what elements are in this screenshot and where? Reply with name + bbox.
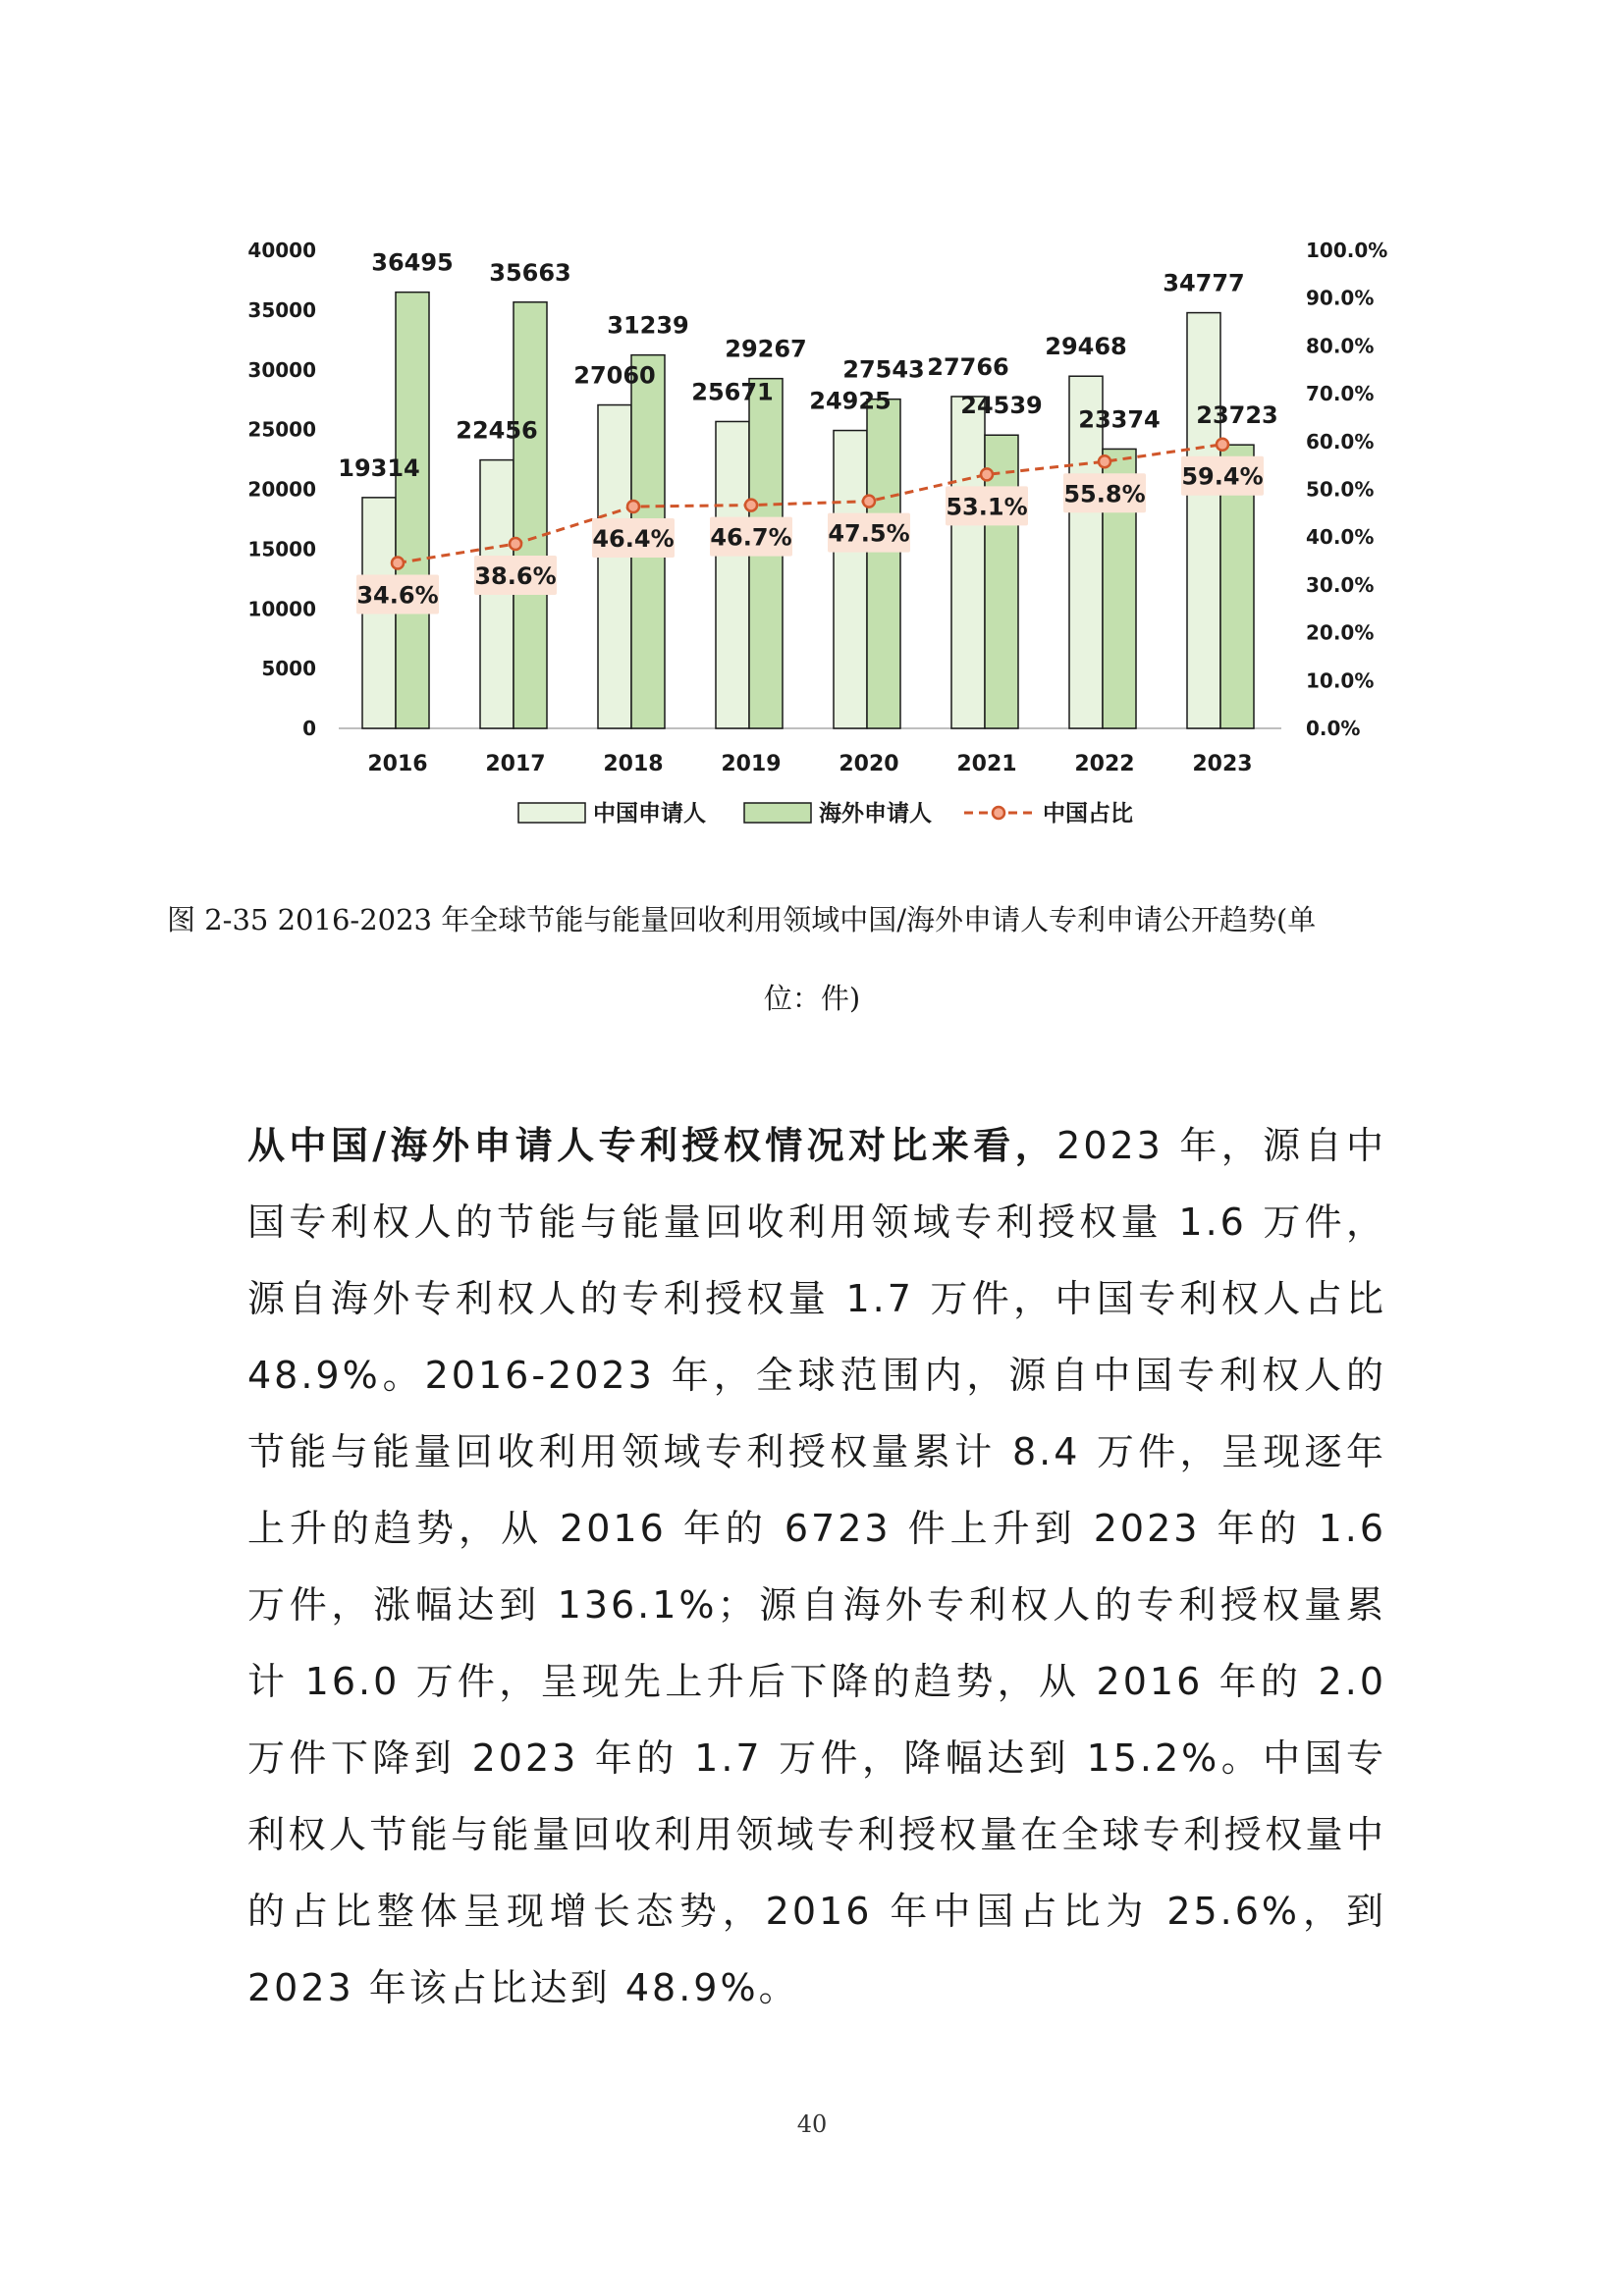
page-number: 40 <box>796 2110 828 2138</box>
legend-swatch-china <box>518 803 585 823</box>
bar-label-overseas-2016: 36495 <box>371 248 454 277</box>
ratio-point-2020 <box>863 496 875 507</box>
bar-label-overseas-2023: 23723 <box>1196 401 1278 430</box>
left-tick-label: 5000 <box>261 657 316 681</box>
right-tick-label: 60.0% <box>1306 429 1375 454</box>
bar-china-2018 <box>598 405 631 728</box>
chart-legend <box>518 800 1133 827</box>
paragraph-lead: 从中国/海外申请人专利授权情况对比来看， <box>247 1124 1057 1167</box>
bar-china-2020 <box>834 431 867 728</box>
bar-label-overseas-2019: 29267 <box>725 335 807 363</box>
bar-data-labels <box>338 249 1278 482</box>
right-tick-label: 100.0% <box>1306 239 1388 262</box>
patent-trend-chart <box>0 0 1624 864</box>
right-tick-label: 20.0% <box>1306 620 1375 645</box>
ratio-point-2018 <box>627 501 639 512</box>
paragraph-text: 2023 年，源自中国专利权人的节能与能量回收利用领域专利授权量 1.6 万件，源自海外专利权人的专利授权量 1.7 万件，中国专利权人占比 48.9%。2016-2023 年，全球范围内，源自中国专利权人的节能与能量回收利用领域专利授权量累计 8.4 万件，呈现逐年上升的趋势，从 2016 年的 6723 件上升到 2023 年的 1.6 万件，涨幅达到 136.1%；源自海外专利权人的专利授权量累计 16.0 万件，呈现先上升后下降的趋势，从 2016 年的 2.0 万件下降到 2023 年的 1.7 万件，降幅达到 15.2%。中国专利权人节能与能量回收利用领域专利授权量在全球专利授权量中的占比整体呈现增长态势，2016 年中国占比为 25.6%，到 2023 年该占比达到 48.9%。 <box>247 1124 1386 2009</box>
right-axis-ticks <box>1306 239 1387 740</box>
bar-label-overseas-2017: 35663 <box>489 258 571 287</box>
left-tick-label: 15000 <box>247 537 316 561</box>
ratio-point-2022 <box>1099 455 1110 467</box>
right-tick-label: 50.0% <box>1306 477 1375 502</box>
ratio-label-2020: 47.5% <box>828 519 910 548</box>
ratio-point-2016 <box>392 557 404 568</box>
bar-label-overseas-2021: 24539 <box>960 392 1043 420</box>
bar-label-overseas-2018: 31239 <box>607 311 689 340</box>
x-tick-label: 2017 <box>485 752 546 776</box>
legend-label-overseas: 海外申请人 <box>819 801 932 827</box>
left-tick-label: 0 <box>302 717 316 740</box>
right-tick-label: 90.0% <box>1306 286 1375 310</box>
x-tick-label: 2020 <box>839 752 899 776</box>
right-tick-label: 70.0% <box>1306 382 1375 406</box>
x-tick-label: 2021 <box>956 752 1017 776</box>
bar-label-overseas-2020: 27543 <box>842 355 925 384</box>
bar-overseas-2020 <box>867 400 900 728</box>
ratio-label-2019: 46.7% <box>710 523 792 552</box>
ratio-label-2017: 38.6% <box>474 562 557 591</box>
left-axis-ticks <box>247 239 316 740</box>
left-tick-label: 30000 <box>247 357 316 382</box>
ratio-point-2019 <box>745 500 757 511</box>
left-tick-label: 40000 <box>247 239 316 262</box>
x-tick-label: 2023 <box>1192 752 1253 776</box>
bar-label-china-2019: 25671 <box>691 378 774 406</box>
x-tick-label: 2016 <box>367 752 428 776</box>
bar-china-2023 <box>1187 313 1220 728</box>
ratio-label-2018: 46.4% <box>592 525 675 554</box>
ratio-label-2016: 34.6% <box>356 581 439 610</box>
bar-label-china-2017: 22456 <box>456 416 538 445</box>
bar-china-2021 <box>951 397 985 728</box>
ratio-label-2021: 53.1% <box>946 493 1028 521</box>
left-tick-label: 10000 <box>247 597 316 621</box>
legend-label-china: 中国申请人 <box>593 801 706 827</box>
bar-label-china-2020: 24925 <box>809 387 892 415</box>
x-axis-ticks <box>367 752 1252 776</box>
bar-label-china-2016: 19314 <box>338 454 420 482</box>
right-tick-label: 80.0% <box>1306 334 1375 358</box>
figure-caption-line2: 位：件) <box>763 982 861 1015</box>
right-tick-label: 0.0% <box>1306 717 1361 740</box>
left-tick-label: 35000 <box>247 297 316 322</box>
figure-caption-line1: 图 2-35 2016-2023 年全球节能与能量回收利用领域中国/海外申请人专利申请公开趋势(单 <box>167 903 1317 936</box>
x-tick-label: 2019 <box>721 752 782 776</box>
legend-label-ratio: 中国占比 <box>1043 801 1133 827</box>
bar-overseas-2017 <box>514 302 547 728</box>
right-tick-label: 10.0% <box>1306 668 1375 693</box>
legend-swatch-overseas <box>744 803 811 823</box>
bar-overseas-2016 <box>396 293 429 728</box>
bar-label-china-2021: 27766 <box>927 352 1009 381</box>
bar-label-china-2022: 29468 <box>1045 333 1127 361</box>
ratio-label-2023: 59.4% <box>1181 462 1264 491</box>
bar-china-2019 <box>716 421 749 728</box>
bar-label-overseas-2022: 23374 <box>1078 405 1161 434</box>
right-tick-label: 40.0% <box>1306 525 1375 550</box>
ratio-label-2022: 55.8% <box>1063 480 1146 508</box>
ratio-point-2017 <box>510 538 521 550</box>
ratio-point-2023 <box>1217 439 1228 451</box>
body-paragraph <box>247 1107 1386 2026</box>
left-tick-label: 20000 <box>247 477 316 502</box>
x-tick-label: 2022 <box>1074 752 1135 776</box>
right-tick-label: 30.0% <box>1306 572 1375 597</box>
left-tick-label: 25000 <box>247 417 316 442</box>
ratio-point-2021 <box>981 468 993 480</box>
legend-swatch-ratio-marker <box>993 807 1004 819</box>
bar-label-china-2018: 27060 <box>573 361 656 390</box>
bar-label-china-2023: 34777 <box>1163 269 1245 297</box>
x-tick-label: 2018 <box>603 752 664 776</box>
